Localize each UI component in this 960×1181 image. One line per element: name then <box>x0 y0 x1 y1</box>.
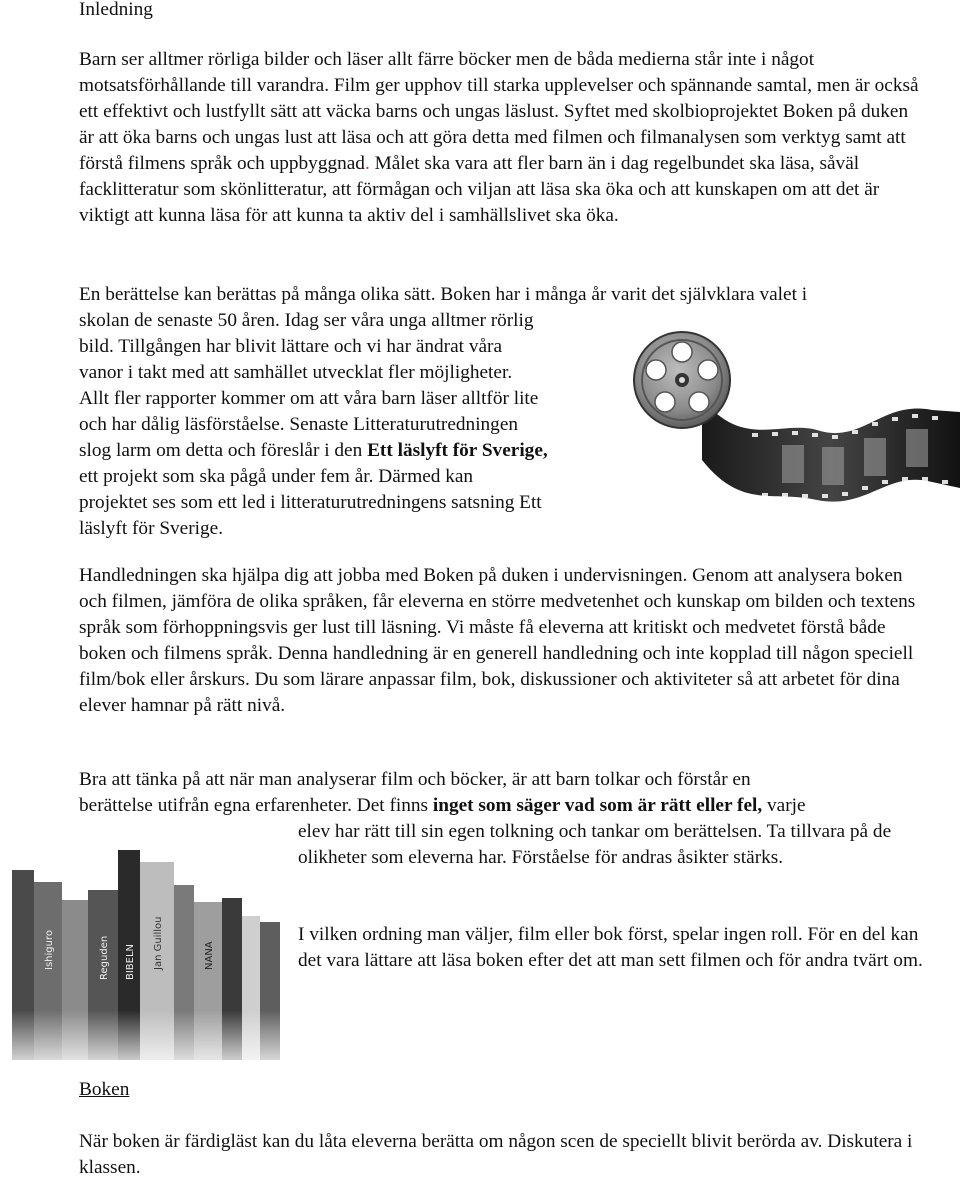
stories-line-9: projektet ses som ett led i litteraturutredningens satsning Ett <box>79 492 542 513</box>
paragraph-intro-text-b: Målet ska vara att fler barn än i dag regelbundet ska läsa, såväl facklitteratur som skönlitteratur, att förmågan och viljan att läsa ska öka och att kunskapen om att det är viktigt att kunna läsa för att kunna ta aktiv del i samhällslivet ska öka. <box>79 153 880 226</box>
paragraph-interpretation-rest: elev har rätt till sin egen tolkning och tankar om berättelsen. Ta tillvara på de olikheter som eleverna har. Förståelse för andras åsikter stärks. <box>298 821 892 868</box>
film-reel-icon <box>632 310 960 505</box>
interpretation-line-1: Bra att tänka på att när man analyserar film och böcker, är att barn tolkar och förstår en <box>79 769 751 790</box>
stories-line-8: ett projekt som ska pågå under fem år. Därmed kan <box>79 466 474 487</box>
stories-line-10: läslyft för Sverige. <box>79 518 224 539</box>
stories-line-2: skolan de senaste 50 åren. Idag ser våra unga alltmer rörlig <box>79 310 534 331</box>
paragraph-guide: Handledningen ska hjälpa dig att jobba med Boken på duken i undervisningen. Genom att analysera boken och filmen, jämföra de olika språken, får eleverna en större medvetenhet och kunskap om bilden och textens språk som förhoppningsvis ger lust till läsning. Vi måste få eleverna att kritiskt och medvetet förstå både boken och filmens språk. Denna handledning är en generell handledning och inte kopplad till någon speciell film/bok eller årskurs. Du som lärare anpassar film, bok, diskussioner och aktiviteter så att arbetet för dina elever hamnar på rätt nivå. <box>79 565 916 716</box>
heading-boken: Boken <box>79 1079 130 1100</box>
paragraph-interpretation <box>79 767 929 819</box>
stories-line-7-text: slog larm om detta och föreslår i den <box>79 440 368 461</box>
stories-line-4: vanor i takt med att samhället utvecklat fler möjligheter. <box>79 362 513 383</box>
paragraph-intro-dot: . <box>364 153 370 174</box>
paragraph-intro <box>79 47 924 229</box>
paragraph-boken: När boken är färdigläst kan du låta eleverna berätta om någon scen de speciellt blivit berörda av. Diskutera i klassen. <box>79 1131 913 1178</box>
heading-inledning: Inledning <box>79 0 153 20</box>
stories-line-3: bild. Tillgången har blivit lättare och vi har ändrat våra <box>79 336 503 357</box>
paragraph-intro-text-a: Barn ser alltmer rörliga bilder och läser allt färre böcker men de båda medierna står inte i något motsatsförhållande till varandra. Film ger upphov till starka upplevelser och spännande samtal, men är också ett effektivt och lustfyllt sätt att väcka barns och ungas läslust. Syftet med skolbioprojektet Boken på duken är att öka barns och ungas lust att läsa och att göra detta med filmen och filmanalysen som verktyg samt att förstå filmens språk och uppbyggnad <box>79 49 919 174</box>
stories-line-5: Allt fler rapporter kommer om att våra barn läser alltför lite <box>79 388 539 409</box>
laslyft-bold: Ett läslyft för Sverige, <box>367 440 548 461</box>
interpretation-line-2 <box>79 793 929 819</box>
interpretation-line-2-end: varje <box>762 795 806 816</box>
paragraph-order: I vilken ordning man väljer, film eller bok först, spelar ingen roll. För en del kan det vara lättare att läsa boken efter det att man sett filmen och för andra tvärt om. <box>298 924 923 971</box>
interpretation-line-2-text: berättelse utifrån egna erfarenheter. Det finns <box>79 795 433 816</box>
stories-line-1: En berättelse kan berättas på många olika sätt. Boken har i många år varit det självklara valet i <box>79 284 808 305</box>
interpretation-bold: inget som säger vad som är rätt eller fel, <box>432 795 763 816</box>
books-illustration <box>0 830 285 1070</box>
stories-line-6: och har dålig läsförståelse. Senaste Litteraturutredningen <box>79 414 519 435</box>
